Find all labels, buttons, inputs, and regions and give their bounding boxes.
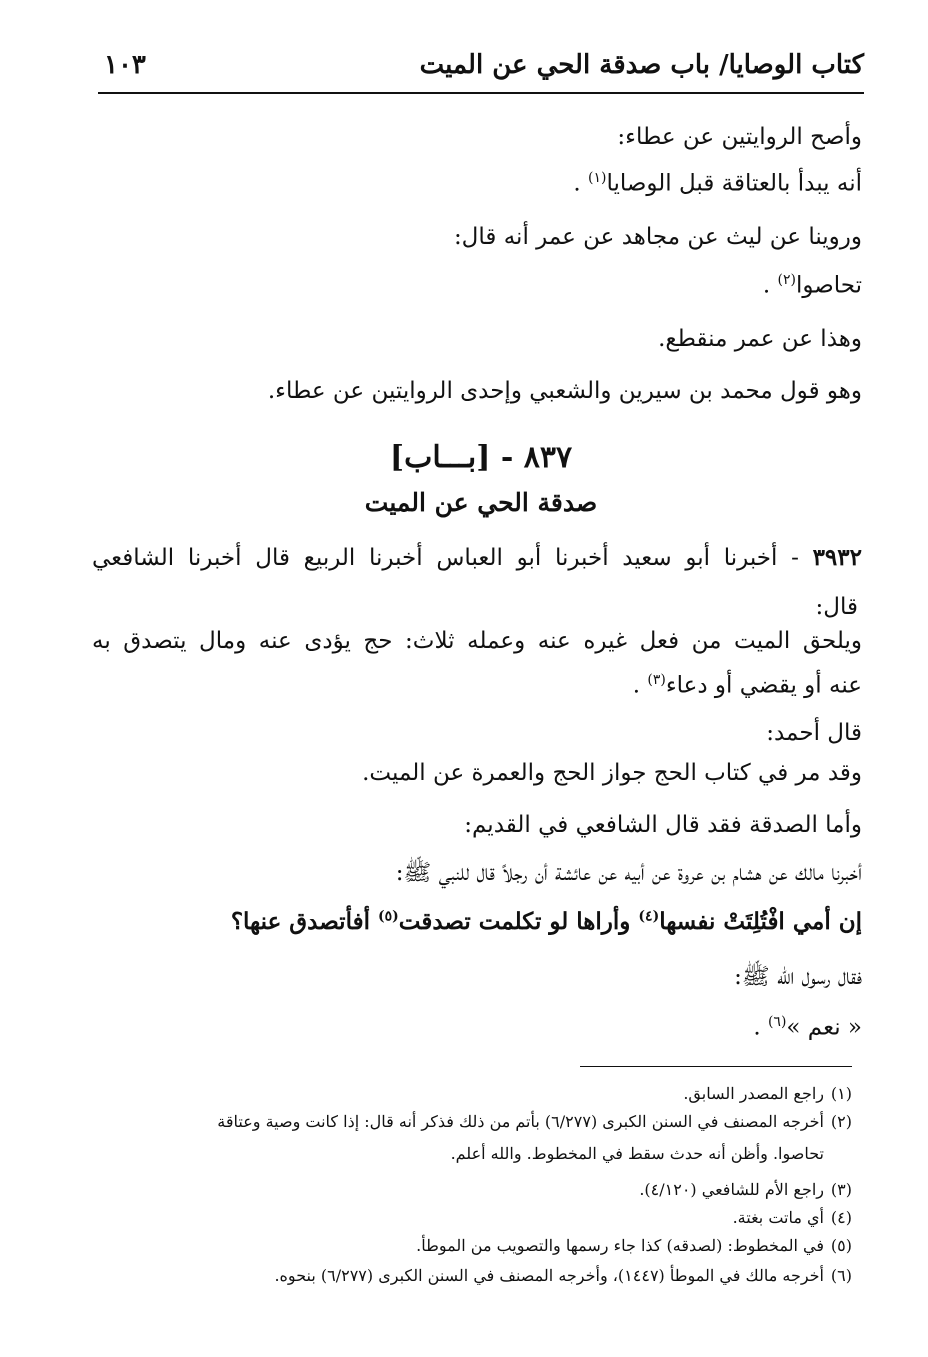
page-number: ١٠٣ [104,50,146,80]
text-span: إن أمي افْتُلِتَتْ نفسها [659,908,862,935]
chapter-title: صدقة الحي عن الميت [364,488,598,517]
text-line: وروينا عن ليث عن مجاهد عن عمر أنه قال: [453,224,862,250]
footnote [100,1084,852,1103]
text-line: قال: [815,594,858,620]
text-span: . [573,170,581,197]
footnote-number: (٢) [830,1112,852,1131]
footnote-number: (٦) [830,1266,852,1285]
footnote-continuation: تحاصوا. وأظن أنه حدث سقط في المخطوط. والله أعلم. [450,1144,824,1163]
footnote-text: راجع الأم للشافعي (٤/١٢٠). [639,1180,824,1199]
text-span: - أخبرنا أبو سعيد أخبرنا أبو العباس أخبرنا الربيع قال أخبرنا الشافعي [92,545,799,571]
text-line [92,170,862,197]
text-line: وأصح الروايتين عن عطاء: [617,124,862,150]
chapter-number: ٨٣٧ - [بـــاب] [389,440,573,475]
text-span: . [762,272,771,299]
footnote [100,1236,852,1255]
footnote-ref: (١) [587,170,607,186]
hadith-isnad [92,544,862,571]
footnote-number: (١) [830,1084,852,1103]
text-line: ويلحق الميت من فعل غيره عنه وعمله ثلاث: حج يؤدى عنه ومال يتصدق به [92,628,862,654]
text-span: « نعم » [786,1014,862,1041]
footnote-text: أخرجه مالك في الموطأ (١٤٤٧)، وأخرجه المصنف في السنن الكبرى (٦/٢٧٧) بنحوه. [274,1266,824,1285]
text-line: قال أحمد: [766,720,862,746]
text-line: وقد مر في كتاب الحج جواز الحج والعمرة عن الميت. [362,760,862,786]
text-line: وهو قول محمد بن سيرين والشعبي وإحدى الروايتين عن عطاء. [267,378,862,404]
footnote-ref: (٣) [647,672,666,688]
footnote [100,1180,852,1199]
text-span: . [753,1014,761,1041]
text-line: أخبرنا مالك عن هشام بن عروة عن أبيه عن عائشة أن رجلاً قال للنبي ﷺ: [395,860,862,886]
footnote [100,1208,852,1227]
text-line: وهذا عن عمر منقطع. [658,326,862,352]
text-line [92,908,862,935]
footnote-number: (٤) [830,1208,852,1227]
text-span: . [632,672,641,699]
footnote-ref: (٦) [767,1014,787,1030]
running-header [98,40,864,94]
hadith-number: ٣٩٣٢ [812,544,862,571]
footnote-number: (٣) [830,1180,852,1199]
footnote-divider [580,1066,852,1067]
text-span: أفأتصدق عنها؟ [230,908,378,935]
footnote-text: راجع المصدر السابق. [683,1084,824,1103]
footnote-text: أي ماتت بغتة. [732,1208,824,1227]
footnote-text: في المخطوط: (لصدقه) كذا جاء رسمها والتصويب من الموطأ. [416,1236,824,1255]
text-line [92,1014,862,1041]
text-line [92,672,862,699]
text-line: وأما الصدقة فقد قال الشافعي في القديم: [464,812,862,838]
footnote-ref: (٤) [638,908,660,925]
text-line [92,272,862,299]
footnote-ref: (٢) [777,272,796,288]
footnote-number: (٥) [830,1236,852,1255]
footnote [100,1112,852,1131]
text-span: تحاصوا [795,272,862,299]
footnote-ref: (٥) [377,908,399,925]
text-span: وأراها لو تكلمت تصدقت [398,908,639,935]
text-span: عنه أو يقضي أو دعاء [665,672,862,699]
footnote-text: أخرجه المصنف في السنن الكبرى (٦/٢٧٧) بأتم من ذلك فذكر أنه قال: إذا كانت وصية وعتاقة [217,1112,824,1131]
running-title: كتاب الوصايا/ باب صدقة الحي عن الميت [419,50,864,80]
footnote [100,1266,852,1285]
text-span: أنه يبدأ بالعتاقة قبل الوصايا [606,170,862,197]
text-line: فقال رسول الله ﷺ: [734,964,862,990]
